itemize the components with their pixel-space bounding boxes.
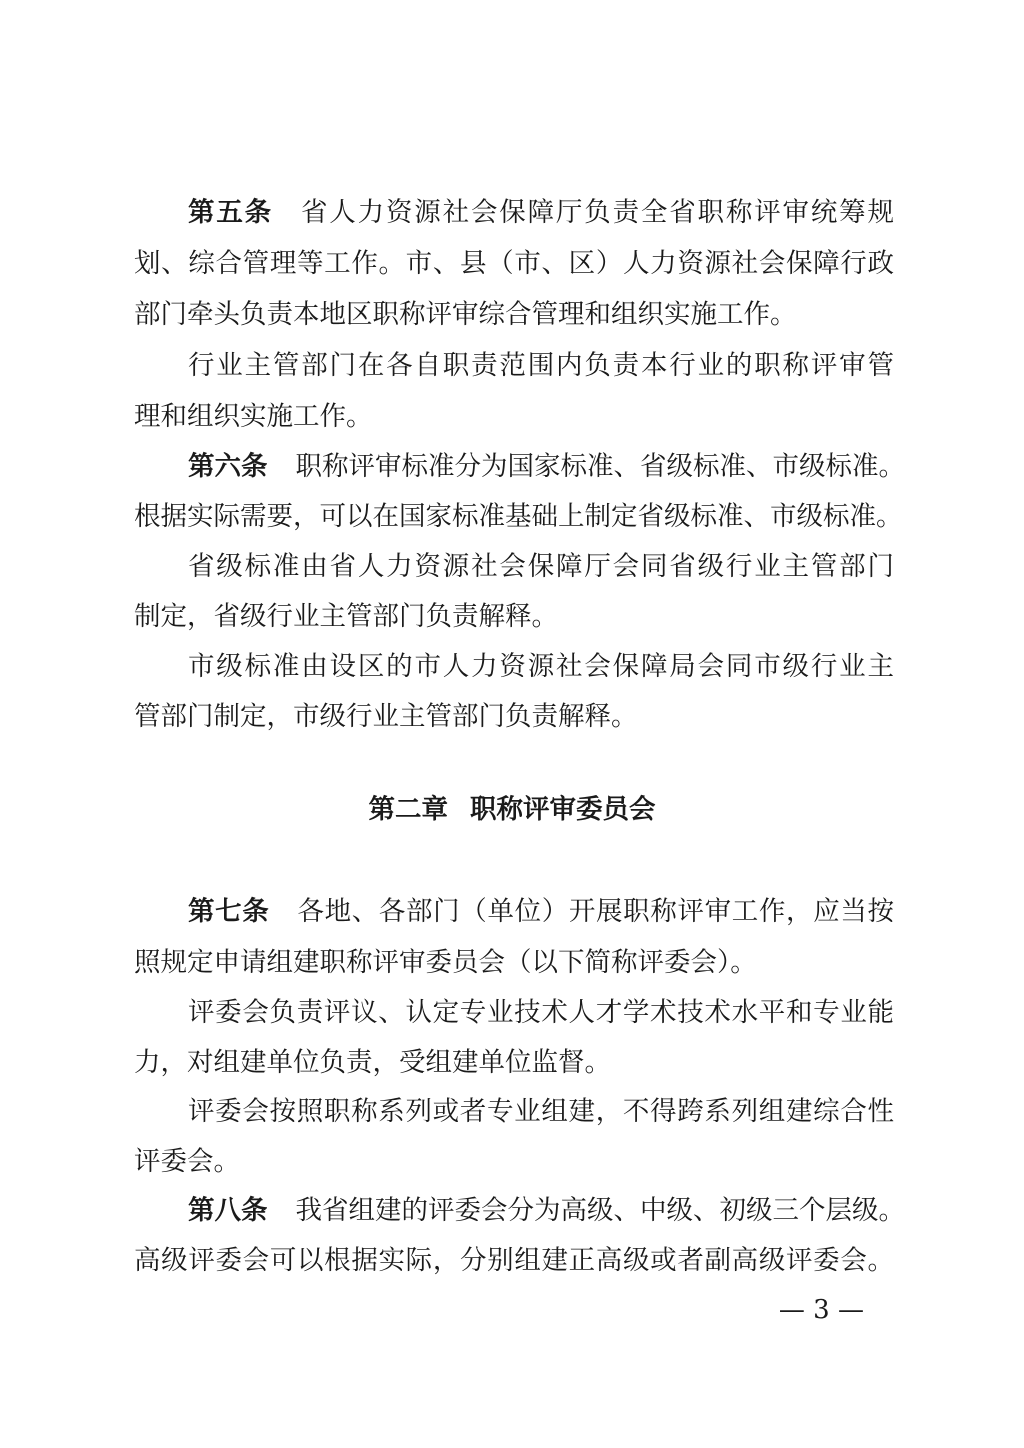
article-7-text-1: 各地、各部门（单位）开展职称评审工作，应当按 <box>297 896 894 927</box>
article-5-line-3: 部门牵头负责本地区职称评审综合管理和组织实施工作。 <box>134 299 797 330</box>
article-6-line-1 <box>188 447 905 487</box>
article-6-text-1: 职称评审标准分为国家标准、省级标准、市级标准。 <box>295 451 905 482</box>
article-5-line-1 <box>188 193 894 233</box>
article-8-text-1: 我省组建的评委会分为高级、中级、初级三个层级。 <box>295 1195 905 1226</box>
paragraph-7c-line-1: 评委会按照职称系列或者专业组建，不得跨系列组建综合性 <box>188 1096 894 1127</box>
article-5-line-2: 划、综合管理等工作。市、县（市、区）人力资源社会保障行政 <box>134 248 894 279</box>
paragraph-6c-line-2: 管部门制定，市级行业主管部门负责解释。 <box>134 701 638 732</box>
article-5-label: 第五条 <box>188 197 273 228</box>
article-8-line-1 <box>188 1191 905 1231</box>
page-number: — 3 — <box>778 1295 864 1325</box>
paragraph-5b-line-1: 行业主管部门在各自职责范围内负责本行业的职称评审管 <box>188 350 894 381</box>
article-7-line-1 <box>188 892 894 932</box>
paragraph-7c-line-2: 评委会。 <box>134 1146 240 1177</box>
chapter-heading <box>0 790 1024 830</box>
article-5-text-1: 省人力资源社会保障厅负责全省职称评审统筹规 <box>300 197 895 228</box>
article-7-label: 第七条 <box>188 896 270 927</box>
paragraph-6b-line-2: 制定，省级行业主管部门负责解释。 <box>134 601 558 632</box>
paragraph-6c-line-1: 市级标准由设区的市人力资源社会保障局会同市级行业主 <box>188 651 894 682</box>
paragraph-7b-line-1: 评委会负责评议、认定专业技术人才学术技术水平和专业能 <box>188 997 894 1028</box>
paragraph-5b-line-2: 理和组织实施工作。 <box>134 401 373 432</box>
article-8-label: 第八条 <box>188 1195 268 1226</box>
article-7-line-2: 照规定申请组建职称评审委员会（以下简称评委会）。 <box>134 947 757 978</box>
paragraph-7b-line-2: 力，对组建单位负责，受组建单位监督。 <box>134 1047 611 1078</box>
chapter-number: 第二章 <box>368 794 448 825</box>
article-8-line-2: 高级评委会可以根据实际，分别组建正高级或者副高级评委会。 <box>134 1245 894 1276</box>
chapter-title: 职称评审委员会 <box>470 794 656 825</box>
article-6-label: 第六条 <box>188 451 268 482</box>
article-6-line-2: 根据实际需要，可以在国家标准基础上制定省级标准、市级标准。 <box>134 501 903 532</box>
paragraph-6b-line-1: 省级标准由省人力资源社会保障厅会同省级行业主管部门 <box>188 551 894 582</box>
